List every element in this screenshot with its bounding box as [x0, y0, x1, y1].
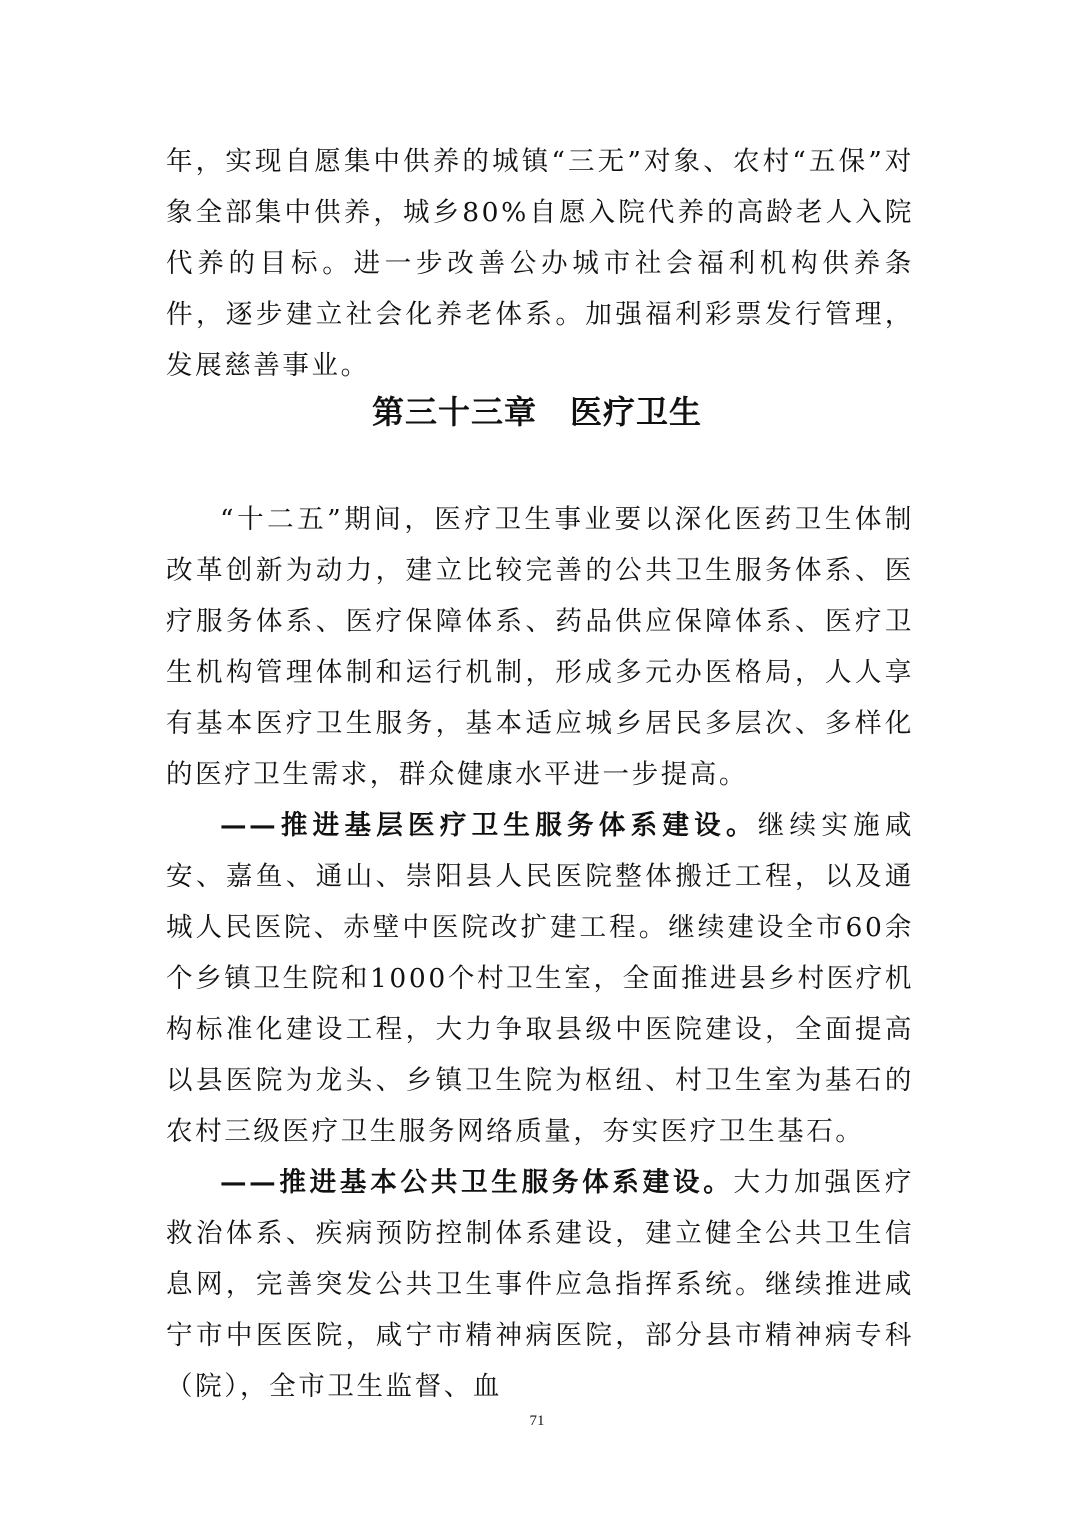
chapter-title: 第三十三章 医疗卫生: [371, 393, 702, 431]
paragraph-welfare-continuation: 年，实现自愿集中供养的城镇“三无”对象、农村“五保”对象全部集中供养，城乡80%自愿入院代养的高龄老人入院代养的目标。进一步改善公办城市社会福利机构供养条件，逐步建立社会化养老体系。加强福利彩票发行管理，发展慈善事业。: [166, 146, 914, 381]
page-number: 71: [529, 1413, 545, 1429]
paragraph-overview: “十二五”期间，医疗卫生事业要以深化医药卫生体制改革创新为动力，建立比较完善的公共卫生服务体系、医疗服务体系、医疗保障体系、药品供应保障体系、医疗卫生机构管理体制和运行机制，形成多元办医格局，人人享有基本医疗卫生服务，基本适应城乡居民多层次、多样化的医疗卫生需求，群众健康水平进一步提高。: [166, 504, 914, 790]
paragraph-heading: ——推进基层医疗卫生服务体系建设。: [220, 810, 758, 841]
paragraph-body: 继续实施咸安、嘉鱼、通山、崇阳县人民医院整体搬迁工程，以及通城人民医院、赤壁中医院改扩建工程。继续建设全市60余个乡镇卫生院和1000个村卫生室，全面推进县乡村医疗机构标准化建设工程，大力争取县级中医院建设，全面提高以县医院为龙头、乡镇卫生院为枢纽、村卫生室为基石的农村三级医疗卫生服务网络质量，夯实医疗卫生基石。: [166, 810, 915, 1147]
paragraph-body: 大力加强医疗救治体系、疾病预防控制体系建设，建立健全公共卫生信息网，完善突发公共卫生事件应急指挥系统。继续推进咸宁市中医医院，咸宁市精神病医院，部分县市精神病专科（院），全市卫生监督、血: [166, 1167, 914, 1402]
chapter-body: [166, 494, 914, 1412]
paragraph-public-health: [166, 1157, 914, 1412]
intro-block: [166, 136, 914, 391]
paragraph-grassroots-health: [166, 800, 914, 1157]
paragraph-heading: ——推进基本公共卫生服务体系建设。: [220, 1167, 734, 1198]
